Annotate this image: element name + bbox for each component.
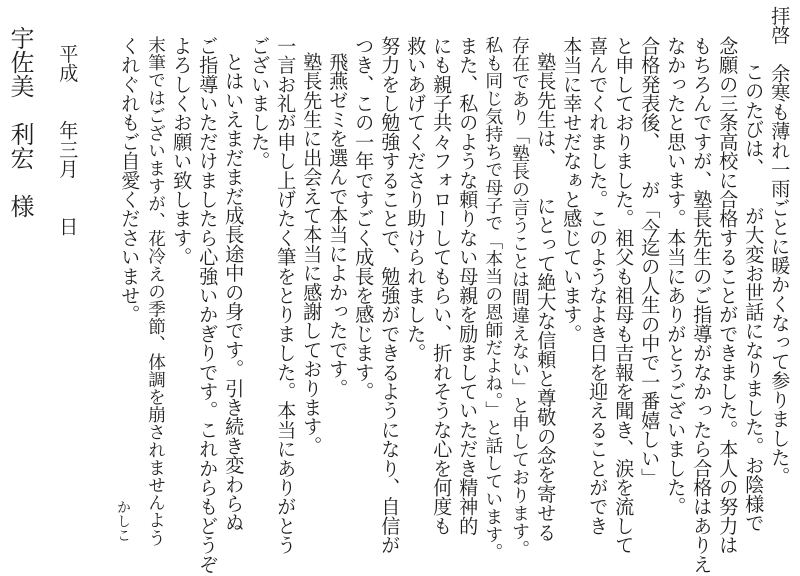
letter-line: 私も同じ気持ちで母子で「本当の恩師だよね。」と話しています。 <box>482 36 504 561</box>
letter-line: 一言お礼が申し上げたく筆をとりました。本当にありがとう <box>274 36 298 555</box>
letter-line: にも親子共々フォローしてもらい、折れそうな心を何度も <box>430 36 454 536</box>
letter-line: 拝啓 余寒も薄れ一雨ごとに暖かくなって参りました。 <box>768 6 792 486</box>
letter-line: ご指導いただけましたら心強いかぎりです。これからもどうぞ <box>196 36 220 574</box>
letter-line: 塾長先生に出会えて本当に感謝しております。 <box>300 52 324 456</box>
letter-line: もちろんですが、塾長先生のご指導がなかったら合格はありえ <box>690 36 714 574</box>
letter-line: このたびは、 が大変お世話になりました。お陰様で <box>742 62 766 533</box>
closing: かしこ <box>115 500 131 542</box>
letter-line: 喜んでくれました。このようなよき日を迎えることができ <box>586 36 610 536</box>
letter-line: つき、この一年ですごく成長を感じます。 <box>352 36 376 401</box>
letter-line: 合格発表後、 が「今迄の人生の中で一番嬉しい」 <box>638 36 662 488</box>
letter-line: 塾長先生は、 にとって絶大な信頼と尊敬の念を寄せる <box>534 52 558 542</box>
letter-line: 末筆ではございますが、花冷えの季節、体調を崩されませんよう <box>145 36 166 547</box>
letter-line: 努力をし勉強することで、勉強ができるようになり、自信が <box>378 36 402 555</box>
letter-line: 念願の三条高校に合格することができました。本人の努力は <box>716 36 740 555</box>
letter-line: くれぐれもご自愛くださいませ。 <box>118 36 142 324</box>
letter-line: と申しておりました。祖父も祖母も吉報を聞き、涙を流して <box>612 36 636 555</box>
letter-line: なかったと思います。本当にありがとうございました。 <box>664 36 688 516</box>
recipient: 宇佐美 利宏 様 <box>6 26 34 218</box>
letter-line: また、私のような頼りない母親を励ましていただき精神的 <box>456 36 480 536</box>
letter-line: 救いあげてくださり助けられました。 <box>404 36 428 363</box>
letter-line: 存在であり「塾長の言うことは間違えない」と申しております。 <box>509 36 530 558</box>
letter-line: 飛燕ゼミを選んで本当によかったです。 <box>326 52 350 398</box>
letter-line: とはいえまだまだ成長途中の身です。引き続き変わらぬ <box>222 52 246 532</box>
letter-line: 本当に幸せだなぁと感じています。 <box>560 36 584 344</box>
letter-date: 平成 年三月 日 <box>56 44 80 236</box>
letter-line: ございました。 <box>248 36 272 171</box>
letter-line: よろしくお願い致します。 <box>170 36 194 267</box>
